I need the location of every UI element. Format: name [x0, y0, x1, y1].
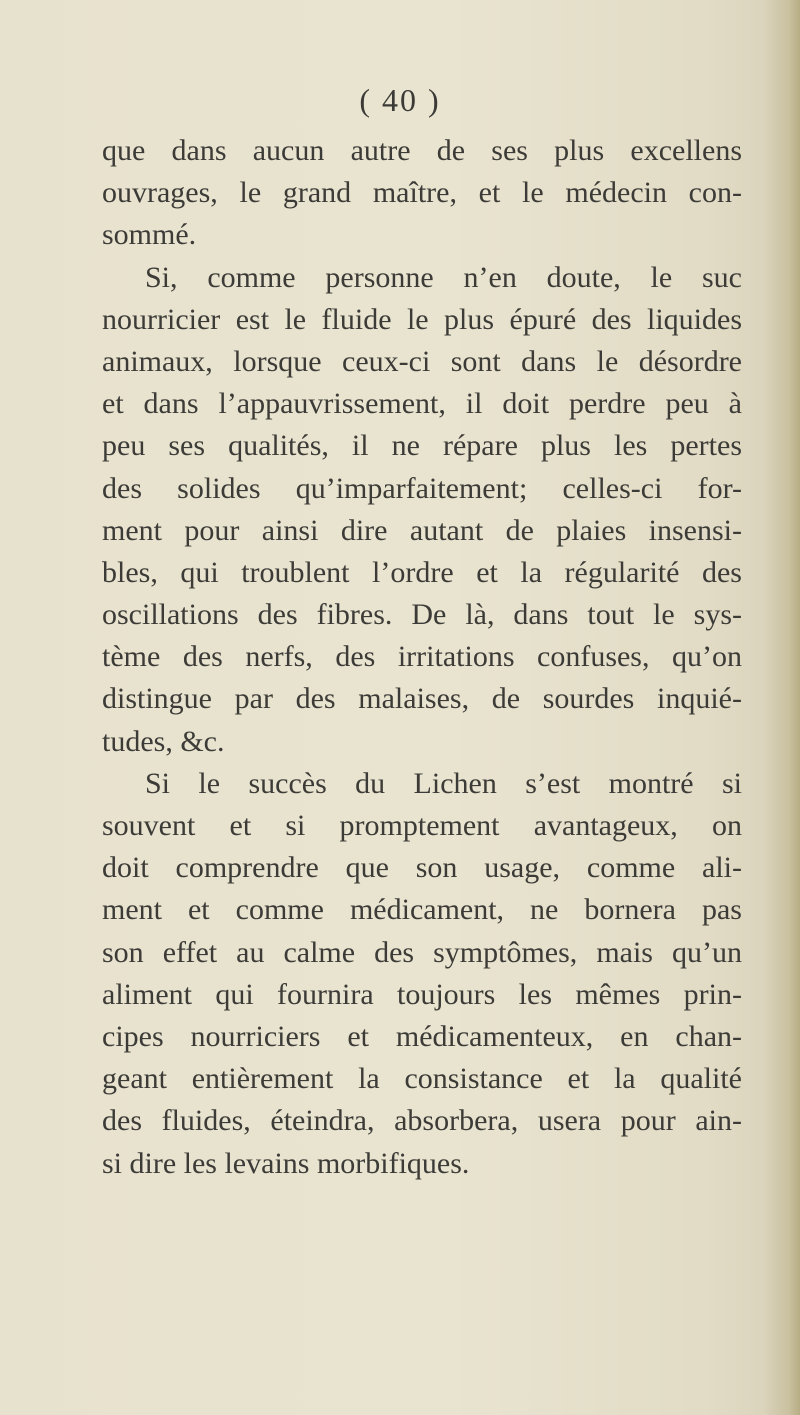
text-line: et dans l’appauvrissement, il doit perdre peu à	[102, 387, 742, 421]
text-line: doit comprendre que son usage, comme ali-	[102, 851, 742, 885]
text-line: si dire les levains morbifiques.	[102, 1146, 470, 1180]
page-number: ( 40 )	[359, 82, 441, 118]
text-line: animaux, lorsque ceux-ci sont dans le désordre	[102, 344, 742, 378]
text-line: tudes, &c.	[102, 724, 225, 758]
text-line: ouvrages, le grand maître, et le médecin con-	[102, 176, 742, 210]
text-line: oscillations des fibres. De là, dans tout le sys-	[102, 598, 742, 632]
text-line: ment pour ainsi dire autant de plaies insensi-	[102, 513, 742, 547]
text-line: que dans aucun autre de ses plus excellens	[102, 134, 742, 167]
text-line: distingue par des malaises, de sourdes inquié-	[102, 682, 742, 716]
text-line: des solides qu’imparfaitement; celles-ci for-	[102, 471, 742, 505]
text-line: sommé.	[102, 218, 197, 252]
text-line: cipes nourriciers et médicamenteux, en chan-	[102, 1019, 742, 1053]
text-line: geant entièrement la consistance et la qualité	[102, 1062, 742, 1096]
body-text	[102, 130, 742, 1185]
text-line: nourricier est le fluide le plus épuré des liquides	[102, 302, 742, 336]
text-line: souvent et si promptement avantageux, on	[102, 809, 742, 842]
text-line: bles, qui troublent l’ordre et la régularité des	[102, 555, 742, 589]
text-line: peu ses qualités, il ne répare plus les pertes	[102, 429, 742, 463]
text-line: des fluides, éteindra, absorbera, usera pour ain-	[102, 1104, 742, 1138]
text-line: Si, comme personne n’en doute, le suc	[145, 260, 742, 294]
text-line: ment et comme médicament, ne bornera pas	[102, 893, 742, 927]
text-line: son effet au calme des symptômes, mais qu’un	[102, 935, 742, 969]
text-line: Si le succès du Lichen s’est montré si	[145, 766, 742, 800]
text-line: aliment qui fournira toujours les mêmes prin-	[102, 977, 742, 1011]
page-edge-shadow	[762, 0, 800, 1415]
text-line: tème des nerfs, des irritations confuses, qu’on	[102, 640, 742, 674]
